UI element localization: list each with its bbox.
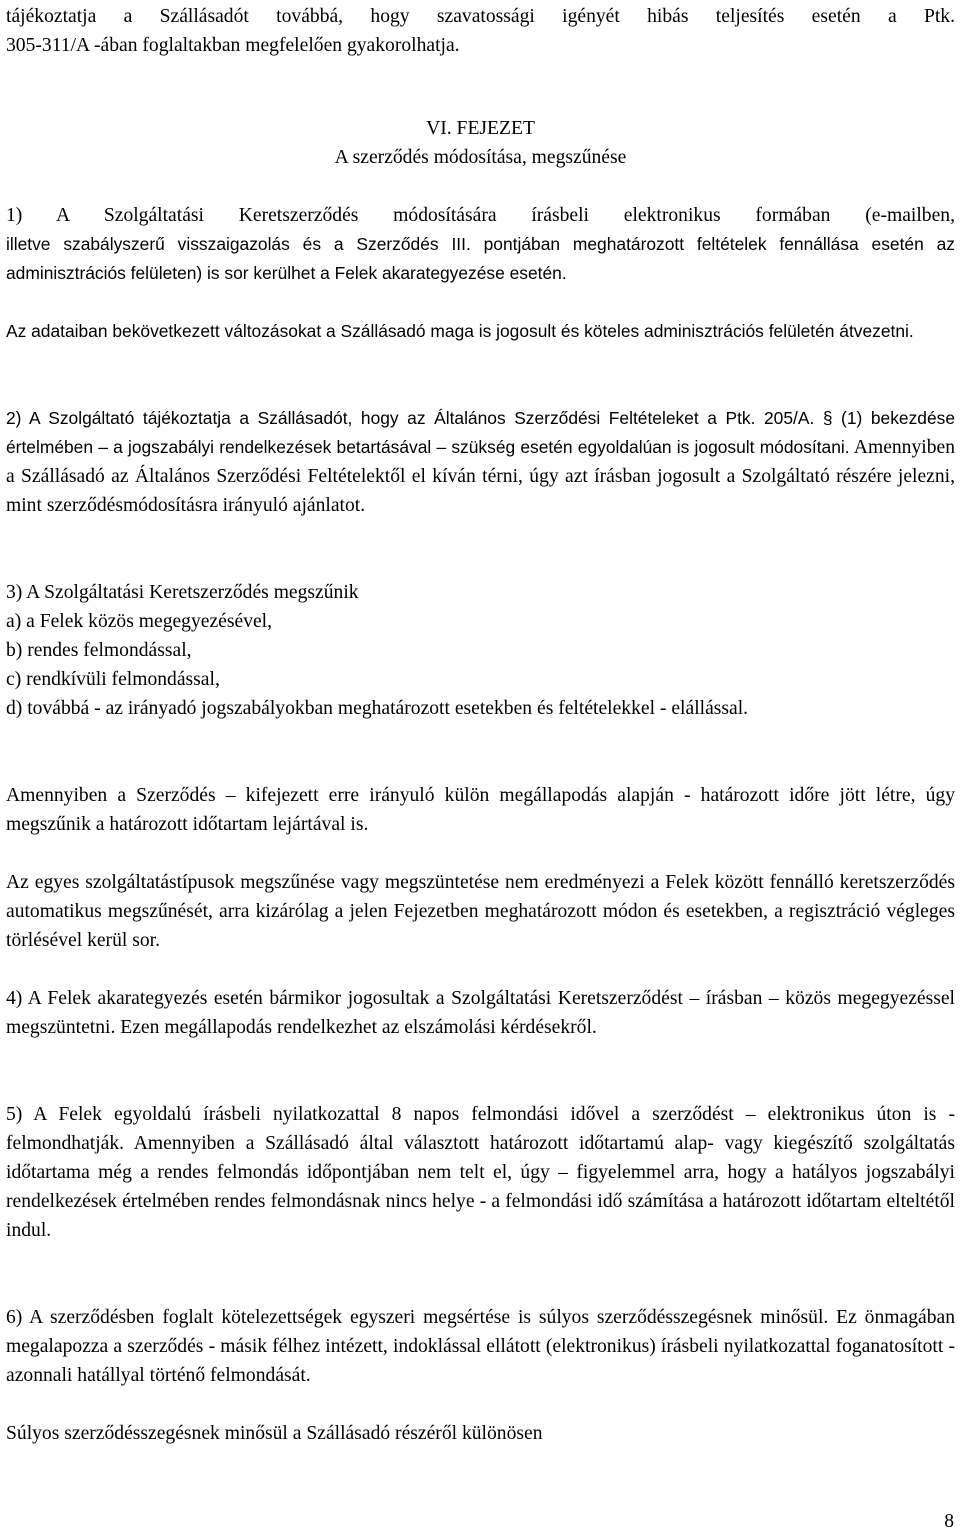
intro-line-2: 305-311/A -ában foglaltakban megfelelően gyakorolhatja. <box>6 35 460 56</box>
list-heading: 3) A Szolgáltatási Keretszerződés megszűnik <box>6 582 359 603</box>
paragraph-2 <box>6 404 955 520</box>
paragraph-1-rest: illetve szabályszerű visszaigazolás és a Szerződés III. pontjában meghatározott feltételek fennállása esetén az adminisztrációs felületen) is sor kerülhet a Felek akarategyezése esetén. <box>6 234 955 283</box>
paragraph-serious-breach: Súlyos szerződésszegésnek minősül a Szállásadó részéről különösen <box>6 1423 543 1444</box>
chapter-number: VI. FEJEZET <box>426 118 535 139</box>
paragraph-2-serif: Amennyiben a Szállásadó az Általános Szerződési Feltételektől el kíván térni, úgy azt írásban jogosult a Szolgáltató részére jelezni, mint szerződésmódosításra irányuló ajánlatot. <box>6 437 956 516</box>
paragraph-6: 6) A szerződésben foglalt kötelezettségek egyszeri megsértése is súlyos szerződésszegésnek minősül. Ez önmagában megalapozza a szerződés - másik félhez intézett, indoklással ellátott (elektronikus) írásbeli nyilatkozattal foganatosított - azonnali hatállyal történő felmondását. <box>6 1307 955 1386</box>
paragraph-1b: Az adataiban bekövetkezett változásokat a Szállásadó maga is jogosult és köteles adminisztrációs felületén átvezetni. <box>6 321 914 341</box>
paragraph-service-types: Az egyes szolgáltatástípusok megszűnése vagy megszüntetése nem eredményezi a Felek között fennálló keretszerződés automatikus megszűnését, arra kizárólag a jelen Fejezetben meghatározott módon és esetekben, a regisztráció végleges törlésével kerül sor. <box>6 872 955 951</box>
list-item-a: a) a Felek közös megegyezésével, <box>6 611 273 632</box>
termination-list <box>6 578 955 723</box>
list-item-b: b) rendes felmondással, <box>6 640 192 661</box>
list-item-c: c) rendkívüli felmondással, <box>6 669 220 690</box>
paragraph-4: 4) A Felek akarategyezés esetén bármikor jogosultak a Szolgáltatási Keretszerződést – írásban – közös megegyezéssel megszüntetni. Ezen megállapodás rendelkezhet az elszámolási kérdésekről. <box>6 988 955 1038</box>
intro-line-1: tájékoztatja a Szállásadót továbbá, hogy szavatossági igényét hibás teljesítés esetén a Ptk. <box>6 6 955 27</box>
paragraph-fixed-term: Amennyiben a Szerződés – kifejezett erre irányuló külön megállapodás alapján - határozott időre jött létre, úgy megszűnik a határozott időtartam lejártával is. <box>6 785 955 835</box>
paragraph-1-lead: 1) A Szolgáltatási Keretszerződés módosítására írásbeli elektronikus formában (e-mailben, <box>6 205 955 226</box>
chapter-title: A szerződés módosítása, megszűnése <box>334 147 627 168</box>
paragraph-2-sans: 2) A Szolgáltató tájékoztatja a Szállásadót, hogy az Általános Szerződési Feltételeket a Ptk. 205/A. § (1) bekezdése értelmében – a jogszabályi rendelkezések betartásával – szükség esetén egyoldalúan is jogosult módosítani. <box>6 408 955 457</box>
page-number: 8 <box>944 1511 954 1532</box>
list-item-d: d) továbbá - az irányadó jogszabályokban meghatározott esetekben és feltételekkel - elállással. <box>6 698 749 719</box>
paragraph-5: 5) A Felek egyoldalú írásbeli nyilatkozattal 8 napos felmondási idővel a szerződést – elektronikus úton is - felmondhatják. Amennyiben a Szállásadó által választott határozott időtartamú alap- vagy kiegészítő szolgáltatás időtartama még a rendes felmondás időpontjában nem telt el, úgy – figyelemmel arra, hogy a hatályos jogszabályi rendelkezések értelmében rendes felmondásnak nincs helye - a felmondási idő számítása a határozott időtartam elteltétől indul. <box>6 1104 955 1241</box>
